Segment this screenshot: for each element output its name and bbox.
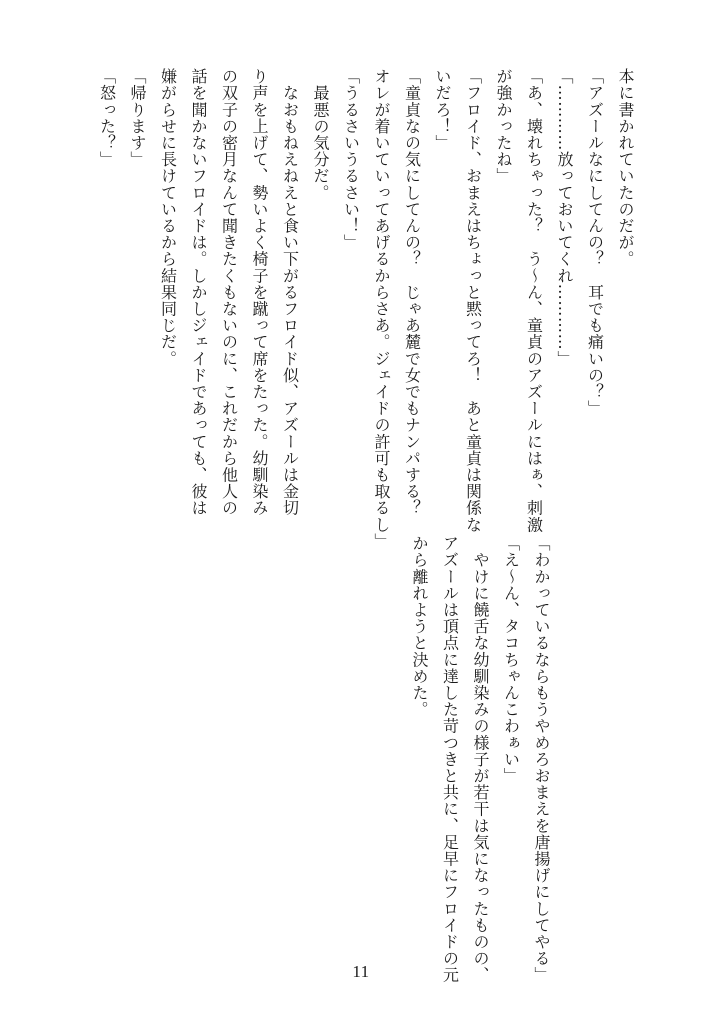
text-line: 「あ、壊れちゃった？ う〜ん、童貞のアズールにはぁ、刺激 — [524, 68, 544, 533]
text-block-lower — [404, 535, 557, 984]
text-block-upper — [91, 68, 640, 550]
text-line: 「わかっているならもうやめろおまえを唐揚げにしてやる」 — [532, 535, 551, 984]
page-number: 11 — [352, 962, 370, 981]
text-line: から離れようと決めた。 — [410, 535, 429, 718]
text-line: り声を上げて、勢いよく椅子を蹴って席をたった。幼馴染み — [250, 68, 269, 517]
text-line: アズールは頂点に達した苛つきと共に、足早にフロイドの元 — [440, 535, 460, 984]
text-line: 本に書かれていたのだが。 — [616, 68, 635, 268]
text-line: 「え〜ん、タコちゃんこわぁい」 — [501, 535, 521, 784]
text-line: 話を聞かないフロイドは。しかしジェイドであっても、彼は — [189, 68, 208, 517]
text-line: 「フロイド、おまえはちょっと黙ってろ！ あと童貞は関係な — [463, 68, 483, 533]
text-line: 「うるさいうるさい！」 — [341, 68, 361, 251]
text-line: いだろ！」 — [433, 68, 452, 151]
text-line: 「童貞なの気にしてんの？ じゃあ麓で女でもナンパする？ — [402, 68, 422, 517]
text-line: が強かったね」 — [494, 68, 513, 185]
text-line: 嫌がらせに長けているから結果同じだ。 — [158, 68, 178, 367]
text-line: オレが着いていってあげるからさあ。ジェイドの許可も取るし」 — [372, 68, 391, 550]
text-line: なおもねえねえと食い下がるフロイド似、アズールは金切 — [280, 68, 300, 517]
text-line: 「…………放っておいてくれ…………」 — [555, 68, 574, 367]
text-line: 「帰ります」 — [128, 68, 147, 168]
text-line: 「アズールなにしてんの？ 耳でも痛いの？」 — [585, 68, 605, 417]
text-line: 「怒った？」 — [97, 68, 117, 168]
text-line: やけに饒舌な幼馴染みの様子が若干は気になったものの、 — [471, 535, 490, 984]
text-line: 最悪の気分だ。 — [311, 68, 330, 201]
text-line: の双子の密月なんて聞きたくもないのに、これだから他人の — [219, 68, 239, 517]
